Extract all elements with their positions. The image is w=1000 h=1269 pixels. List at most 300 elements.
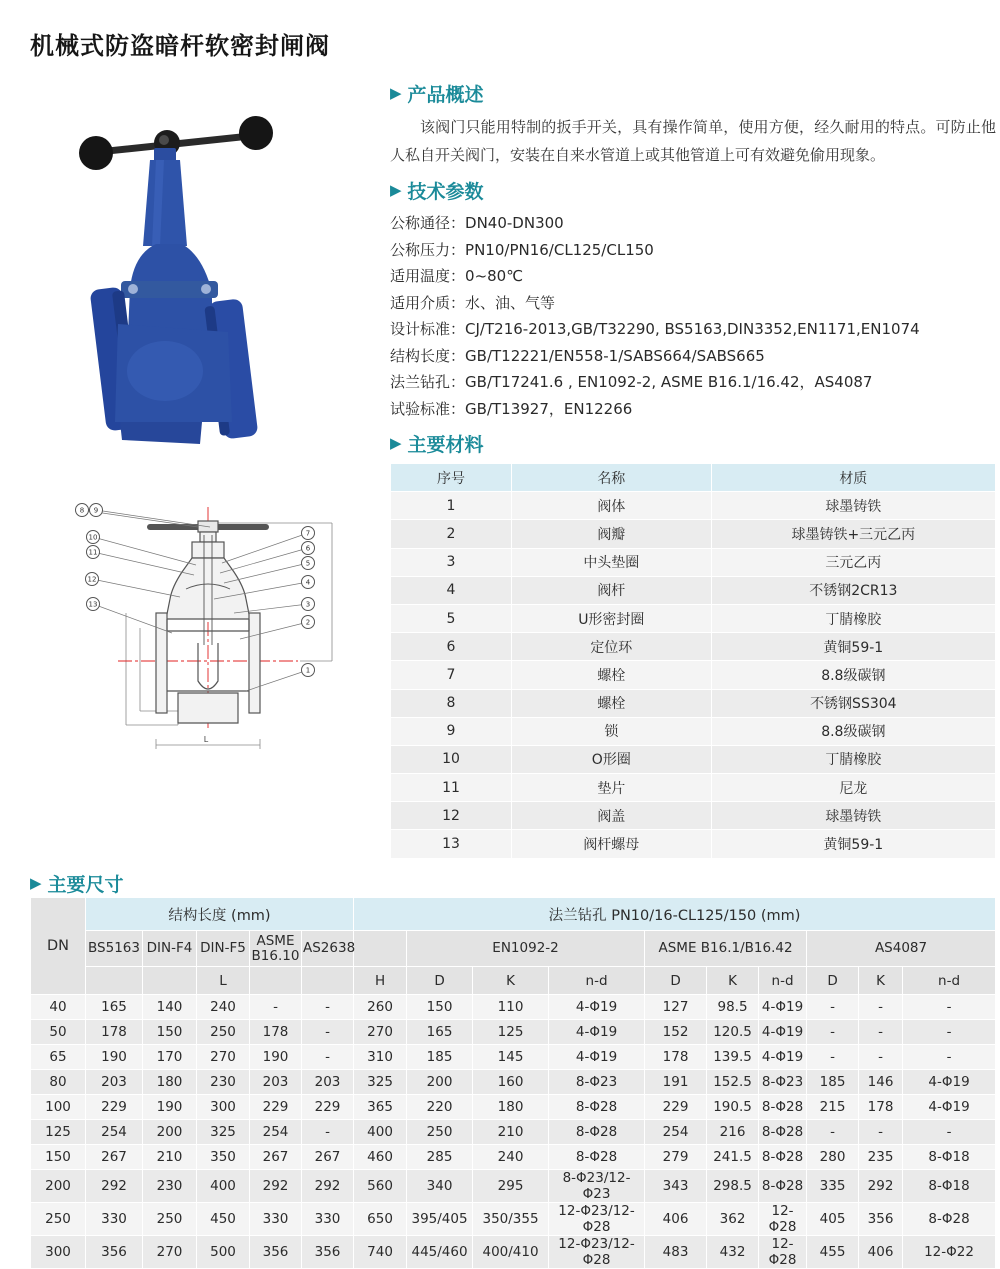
table-cell: 298.5 [707,1170,759,1203]
table-cell: 406 [645,1203,707,1236]
table-cell: 450 [197,1203,250,1236]
callout-number: 11 [88,548,98,557]
callout-number: 8 [79,506,85,515]
table-cell: 10 [391,745,512,773]
table-cell: 254 [645,1120,707,1145]
table-cell: - [859,995,903,1020]
table-cell: 阀瓣 [512,520,712,548]
column-header: D [645,967,707,995]
table-cell: 127 [645,995,707,1020]
table-cell: 不锈钢2CR13 [711,576,995,604]
table-cell: 8-Φ28 [759,1095,807,1120]
section-arrow-icon: ▶ [390,434,402,452]
table-row [391,576,996,604]
column-header: K [707,967,759,995]
param-label: 法兰钻孔 ： [390,373,465,391]
group-header-asme: ASME B16.1/B16.42 [645,931,807,967]
param-label: 结构长度 ： [390,347,465,365]
table-cell: 12-Φ28 [759,1236,807,1269]
table-cell: 250 [197,1020,250,1045]
table-cell: 185 [407,1045,473,1070]
column-header: D [407,967,473,995]
table-cell: 8-Φ28 [759,1120,807,1145]
param-label: 公称压力 ： [390,241,465,259]
param-label: 适用温度 ： [390,267,465,285]
table-cell: 不锈钢SS304 [711,689,995,717]
table-cell: 中头垫圈 [512,548,712,576]
content-column [390,80,996,859]
table-cell: 7 [391,661,512,689]
table-cell: 203 [86,1070,143,1095]
table-cell: 400/410 [473,1236,549,1269]
param-label: 试验标准 ： [390,400,465,418]
table-cell: 150 [143,1020,197,1045]
table-cell: 8-Φ28 [549,1120,645,1145]
section-heading-tech-params [390,177,996,204]
technical-drawing [60,493,352,765]
materials-heading: 主要材料 [407,434,484,456]
table-cell: 178 [645,1045,707,1070]
table-cell: - [807,1020,859,1045]
callout-number: 12 [87,575,97,584]
table-cell: 阀杆螺母 [512,830,712,858]
table-cell: 4 [391,576,512,604]
table-cell: 150 [407,995,473,1020]
tech-param-line [390,343,996,370]
table-cell: 210 [143,1145,197,1170]
table-cell: 455 [807,1236,859,1269]
table-cell: 254 [250,1120,302,1145]
table-cell: 80 [31,1070,86,1095]
table-cell: 330 [302,1203,354,1236]
section-arrow-icon: ▶ [30,874,42,892]
table-row [391,689,996,717]
param-value: CJ/T216-2013,GB/T32290, BS5163,DIN3352,EN1171,EN1074 [465,320,920,338]
table-cell: 210 [473,1120,549,1145]
table-cell: 260 [354,995,407,1020]
table-cell: 165 [407,1020,473,1045]
table-cell: 13 [391,830,512,858]
table-cell: 740 [354,1236,407,1269]
table-row [31,1045,996,1070]
table-cell: 405 [807,1203,859,1236]
table-cell: 300 [31,1236,86,1269]
table-cell: 11 [391,774,512,802]
table-row [391,633,996,661]
table-cell: 460 [354,1145,407,1170]
table-cell: - [903,1020,996,1045]
table-cell: 黄铜59-1 [711,633,995,661]
table-cell: 270 [354,1020,407,1045]
table-cell: 球墨铸铁 [711,492,995,520]
table-cell: U形密封圈 [512,604,712,632]
tech-param-line [390,369,996,396]
table-cell: 229 [250,1095,302,1120]
callout-number: 3 [305,600,311,609]
table-cell: 139.5 [707,1045,759,1070]
tech-param-line [390,290,996,317]
table-cell: 254 [86,1120,143,1145]
table-cell: 170 [143,1045,197,1070]
table-cell: 4-Φ19 [549,995,645,1020]
section-arrow-icon: ▶ [390,181,402,199]
table-cell: 340 [407,1170,473,1203]
param-value: DN40-DN300 [465,214,564,232]
table-cell: 356 [859,1203,903,1236]
valve-cross-section-drawing [60,493,352,765]
tech-param-line [390,210,996,237]
table-cell: 500 [197,1236,250,1269]
table-cell: 丁腈橡胶 [711,604,995,632]
table-cell: 292 [859,1170,903,1203]
product-photo [60,96,360,451]
table-row [391,745,996,773]
table-cell: - [250,995,302,1020]
column-header: 材质 [711,464,995,492]
column-header: n-d [759,967,807,995]
table-row [391,548,996,576]
dimensions-header-row-2 [31,931,996,967]
section-heading-materials [390,430,996,457]
table-cell: - [903,995,996,1020]
table-cell: 12-Φ22 [903,1236,996,1269]
page-title: 机械式防盗暗杆软密封闸阀 [30,32,330,60]
table-cell: 180 [143,1070,197,1095]
table-cell: 220 [407,1095,473,1120]
table-cell: 8 [391,689,512,717]
table-cell: 203 [302,1070,354,1095]
table-cell: 215 [807,1095,859,1120]
table-cell: 8.8级碳钢 [711,717,995,745]
table-cell: - [807,995,859,1020]
tech-param-line [390,396,996,423]
table-cell: 270 [197,1045,250,1070]
overview-body: 该阀门只能用特制的扳手开关，具有操作简单，使用方便，经久耐用的特点。可防止他人私自开关阀门，安装在自来水管道上或其他管道上可有效避免偷用现象。 [390,118,996,164]
column-header-empty [250,967,302,995]
table-row [391,717,996,745]
group-header-en1092: EN1092-2 [407,931,645,967]
materials-table [390,463,996,859]
table-cell: 200 [31,1170,86,1203]
table-cell: 180 [473,1095,549,1120]
table-row [391,830,996,858]
table-cell: 406 [859,1236,903,1269]
table-cell: - [302,1120,354,1145]
callout-number: 7 [305,529,311,538]
column-header-empty [302,967,354,995]
table-cell: 黄铜59-1 [711,830,995,858]
table-cell: 100 [31,1095,86,1120]
table-row [31,995,996,1020]
table-row [31,1203,996,1236]
table-row [31,1020,996,1045]
table-cell: - [859,1045,903,1070]
table-cell: 尼龙 [711,774,995,802]
table-cell: 螺栓 [512,661,712,689]
table-cell: 267 [302,1145,354,1170]
table-cell: 270 [143,1236,197,1269]
table-cell: 650 [354,1203,407,1236]
table-cell: 483 [645,1236,707,1269]
table-cell: 8-Φ23/12-Φ23 [549,1170,645,1203]
column-header: DIN-F4 [143,931,197,967]
table-cell: 12 [391,802,512,830]
table-cell: 8-Φ18 [903,1145,996,1170]
table-cell: 432 [707,1236,759,1269]
table-cell: 203 [250,1070,302,1095]
table-cell: 325 [197,1120,250,1145]
table-cell: 356 [86,1236,143,1269]
param-label: 公称通径 ： [390,214,465,232]
table-cell: 267 [86,1145,143,1170]
table-cell: 螺栓 [512,689,712,717]
table-row [391,520,996,548]
table-cell: 280 [807,1145,859,1170]
table-cell: 240 [197,995,250,1020]
table-cell: 98.5 [707,995,759,1020]
table-cell: 152 [645,1020,707,1045]
table-cell: 160 [473,1070,549,1095]
column-header: K [859,967,903,995]
table-cell: 4-Φ19 [903,1070,996,1095]
table-cell: 343 [645,1170,707,1203]
param-value: 0~80℃ [465,267,524,285]
table-cell: 310 [354,1045,407,1070]
table-row [391,604,996,632]
tech-param-line [390,237,996,264]
group-header-as4087: AS4087 [807,931,996,967]
table-cell: 3 [391,548,512,576]
column-header: H [354,967,407,995]
table-row [391,802,996,830]
column-header: n-d [549,967,645,995]
callout-number: 4 [305,578,311,587]
table-cell: 445/460 [407,1236,473,1269]
param-value: GB/T12221/EN558-1/SABS664/SABS665 [465,346,765,365]
table-row [391,661,996,689]
table-cell: 350 [197,1145,250,1170]
table-cell: 250 [143,1203,197,1236]
table-cell: 2 [391,520,512,548]
table-cell: - [302,995,354,1020]
table-cell: 146 [859,1070,903,1095]
table-cell: 178 [250,1020,302,1045]
dimension-label-L: L [203,735,209,744]
table-cell: 12-Φ23/12-Φ28 [549,1203,645,1236]
table-cell: 400 [197,1170,250,1203]
gate-valve-photo-illustration [60,96,360,451]
table-cell: 400 [354,1120,407,1145]
table-cell: 250 [407,1120,473,1145]
table-cell: 335 [807,1170,859,1203]
table-cell: 152.5 [707,1070,759,1095]
table-cell: - [807,1045,859,1070]
table-cell: 球墨铸铁+三元乙丙 [711,520,995,548]
column-header: ASME B16.10 [250,931,302,967]
table-cell: 丁腈橡胶 [711,745,995,773]
table-cell: 8-Φ23 [549,1070,645,1095]
table-cell: - [302,1020,354,1045]
table-cell: 229 [86,1095,143,1120]
tech-param-line [390,263,996,290]
callout-number: 5 [305,559,311,568]
param-value: GB/T13927，EN12266 [465,399,633,418]
table-cell: 145 [473,1045,549,1070]
table-cell: 178 [859,1095,903,1120]
column-header-empty [86,967,143,995]
callout-number: 13 [88,600,98,609]
table-cell: 350/355 [473,1203,549,1236]
table-cell: 阀杆 [512,576,712,604]
table-cell: 12-Φ28 [759,1203,807,1236]
param-value: 水、油、气等 [465,293,556,312]
dimensions-header-row-1 [31,898,996,931]
table-cell: 120.5 [707,1020,759,1045]
dimensions-table [30,897,996,1269]
table-cell: 8-Φ28 [903,1203,996,1236]
table-row [31,1145,996,1170]
table-cell: 292 [302,1170,354,1203]
tech-params-heading: 技术参数 [407,181,484,203]
table-cell: 295 [473,1170,549,1203]
table-row [31,1120,996,1145]
table-cell: 330 [250,1203,302,1236]
table-cell: 锁 [512,717,712,745]
table-cell: 65 [31,1045,86,1070]
column-header: 名称 [512,464,712,492]
column-header-empty [354,931,407,967]
table-cell: 229 [302,1095,354,1120]
table-cell: 267 [250,1145,302,1170]
column-header: DIN-F5 [197,931,250,967]
table-cell: 560 [354,1170,407,1203]
table-cell: 1 [391,492,512,520]
table-cell: 9 [391,717,512,745]
column-header: n-d [903,967,996,995]
table-cell: 4-Φ19 [903,1095,996,1120]
table-cell: 8.8级碳钢 [711,661,995,689]
table-cell: 40 [31,995,86,1020]
callout-number: 9 [93,506,99,515]
table-cell: - [859,1120,903,1145]
table-cell: 8-Φ28 [759,1170,807,1203]
table-row [391,774,996,802]
table-cell: 4-Φ19 [549,1020,645,1045]
table-cell: 356 [250,1236,302,1269]
table-cell: 292 [250,1170,302,1203]
column-header-dn: DN [31,898,86,995]
table-cell: 垫片 [512,774,712,802]
column-header-empty [143,967,197,995]
table-cell: - [859,1020,903,1045]
table-row [391,492,996,520]
table-cell: 200 [407,1070,473,1095]
table-cell: 125 [31,1120,86,1145]
table-cell: 球墨铸铁 [711,802,995,830]
table-cell: 5 [391,604,512,632]
table-row [31,1170,996,1203]
column-header: 序号 [391,464,512,492]
table-cell: 356 [302,1236,354,1269]
table-cell: 330 [86,1203,143,1236]
materials-header-row [391,464,996,492]
callout-number: 1 [305,666,311,675]
table-cell: 8-Φ23 [759,1070,807,1095]
table-cell: 4-Φ19 [549,1045,645,1070]
table-cell: 292 [86,1170,143,1203]
overview-heading: 产品概述 [407,84,484,106]
column-header: D [807,967,859,995]
table-cell: 8-Φ18 [903,1170,996,1203]
param-value: PN10/PN16/CL125/CL150 [465,240,654,259]
table-cell: 4-Φ19 [759,1020,807,1045]
table-cell: 阀盖 [512,802,712,830]
table-cell: 190.5 [707,1095,759,1120]
param-value: GB/T17241.6 , EN1092-2, ASME B16.1/16.42，AS4087 [465,373,873,391]
column-header: BS5163 [86,931,143,967]
section-heading-dimensions [30,870,124,897]
table-cell: 178 [86,1020,143,1045]
table-row [31,1236,996,1269]
tech-param-line [390,316,996,343]
table-cell: 191 [645,1070,707,1095]
table-cell: 365 [354,1095,407,1120]
table-cell: - [903,1120,996,1145]
param-label: 适用介质 ： [390,294,465,312]
table-cell: 8-Φ28 [759,1145,807,1170]
table-cell: 200 [143,1120,197,1145]
table-cell: 325 [354,1070,407,1095]
table-cell: 125 [473,1020,549,1045]
table-cell: 362 [707,1203,759,1236]
table-cell: 190 [250,1045,302,1070]
dimensions-heading: 主要尺寸 [47,874,124,896]
column-header: AS2638 [302,931,354,967]
table-cell: 241.5 [707,1145,759,1170]
group-header-flange: 法兰钻孔 PN10/16-CL125/150 (mm) [354,898,996,931]
section-arrow-icon: ▶ [390,84,402,102]
table-cell: 300 [197,1095,250,1120]
table-cell: 4-Φ19 [759,995,807,1020]
dimensions-header-row-3 [31,967,996,995]
table-cell: - [903,1045,996,1070]
table-cell: 240 [473,1145,549,1170]
table-cell: 165 [86,995,143,1020]
section-heading-overview [390,80,996,107]
table-cell: 8-Φ28 [549,1145,645,1170]
callout-number: 10 [88,533,98,542]
table-cell: 285 [407,1145,473,1170]
table-cell: 230 [197,1070,250,1095]
table-cell: 6 [391,633,512,661]
param-label: 设计标准 ： [390,320,465,338]
table-cell: 150 [31,1145,86,1170]
table-cell: 阀体 [512,492,712,520]
group-header-length: 结构长度 (mm) [86,898,354,931]
table-cell: 190 [86,1045,143,1070]
table-cell: 190 [143,1095,197,1120]
table-cell: 4-Φ19 [759,1045,807,1070]
column-header-L: L [197,967,250,995]
table-cell: 235 [859,1145,903,1170]
table-cell: 216 [707,1120,759,1145]
table-cell: 185 [807,1070,859,1095]
table-row [31,1070,996,1095]
callout-number: 6 [305,544,311,553]
table-cell: 110 [473,995,549,1020]
callout-number: 2 [305,618,311,627]
table-cell: 140 [143,995,197,1020]
